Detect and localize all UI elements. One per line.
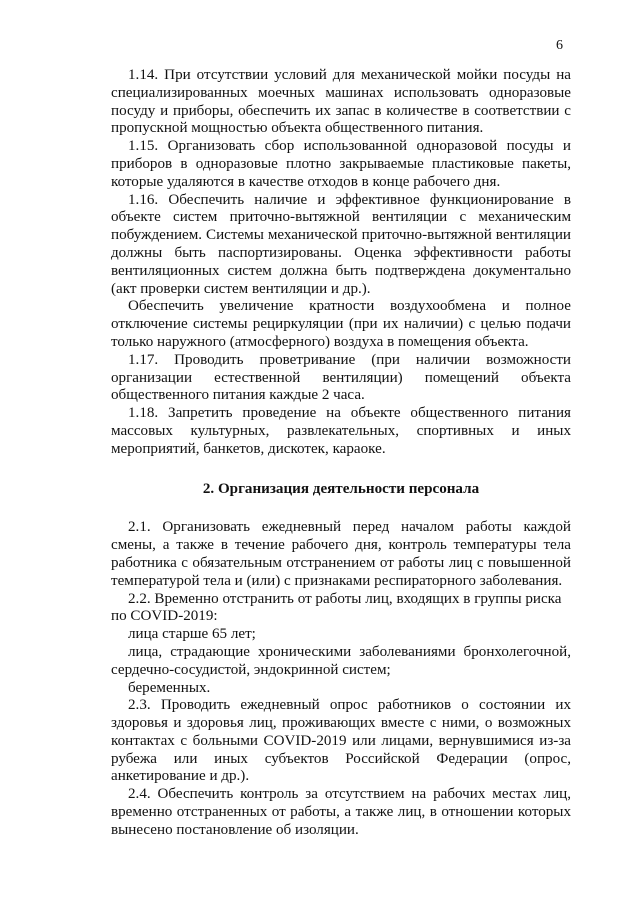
paragraph-2-4: 2.4. Обеспечить контроль за отсутствием на рабочих местах лиц, временно отстраненных от работы, а также лиц, в отношении которых вынесено постановление об изоляции. (111, 786, 571, 838)
paragraph-ventilation-rate: Обеспечить увеличение кратности воздухообмена и полное отключение системы рециркуляции (при их наличии) с целью подачи только наружного (атмосферного) воздуха в помещения объекта. (111, 298, 571, 350)
paragraph-2-3: 2.3. Проводить ежедневный опрос работников о состоянии их здоровья и здоровья лиц, проживающих вместе с ними, о возможных контактах с больными COVID-2019 или лицами, вернувшимися из-за рубежа или иных субъектов Российской Федерации (опрос, анкетирование и др.). (111, 697, 571, 785)
risk-group-item-chronic: лица, страдающие хроническими заболеваниями бронхолегочной, сердечно-сосудистой, эндокринной систем; (111, 643, 571, 678)
risk-group-item-pregnant: беременных. (128, 679, 211, 696)
paragraph-1-17: 1.17. Проводить проветривание (при наличии возможности организации естественной вентиляции) помещений объекта общественного питания каждые 2 часа. (111, 351, 571, 404)
paragraph-1-15: 1.15. Организовать сбор использованной одноразовой посуды и приборов в одноразовые плотно закрываемые пластиковые пакеты, которые удаляются в качестве отходов в конце рабочего дня. (111, 138, 571, 190)
paragraph-1-16: 1.16. Обеспечить наличие и эффективное функционирование в объекте систем приточно-вытяжной вентиляции с механическим побуждением. Системы механической приточно-вытяжной вентиляции должны быть паспортизированы. Оценка эффективности работы вентиляционных систем должна быть подтверждена документально (акт проверки систем вентиляции и др.). (111, 191, 571, 297)
page-number: 6 (556, 38, 563, 53)
paragraph-2-2: 2.2. Временно отстранить от работы лиц, входящих в группы риска по COVID-2019: (111, 590, 562, 625)
paragraph-1-18: 1.18. Запретить проведение на объекте общественного питания массовых культурных, развлекательных, спортивных и иных мероприятий, банкетов, дискотек, караоке. (111, 405, 571, 457)
document-body (111, 67, 571, 840)
risk-group-item-age: лица старше 65 лет; (128, 626, 256, 643)
paragraph-1-14: 1.14. При отсутствии условий для механической мойки посуды на специализированных моечных машинах использовать одноразовые посуду и приборы, обеспечить их запас в количестве в соответствии с пропускной мощностью объекта общественного питания. (111, 67, 571, 137)
section-heading: 2. Организация деятельности персонала (202, 480, 480, 497)
paragraph-2-1: 2.1. Организовать ежедневный перед началом работы каждой смены, а также в течение рабочего дня, контроль температуры тела работника с обязательным отстранением от работы лиц с повышенной температурой тела и (или) с признаками респираторного заболевания. (111, 519, 571, 589)
